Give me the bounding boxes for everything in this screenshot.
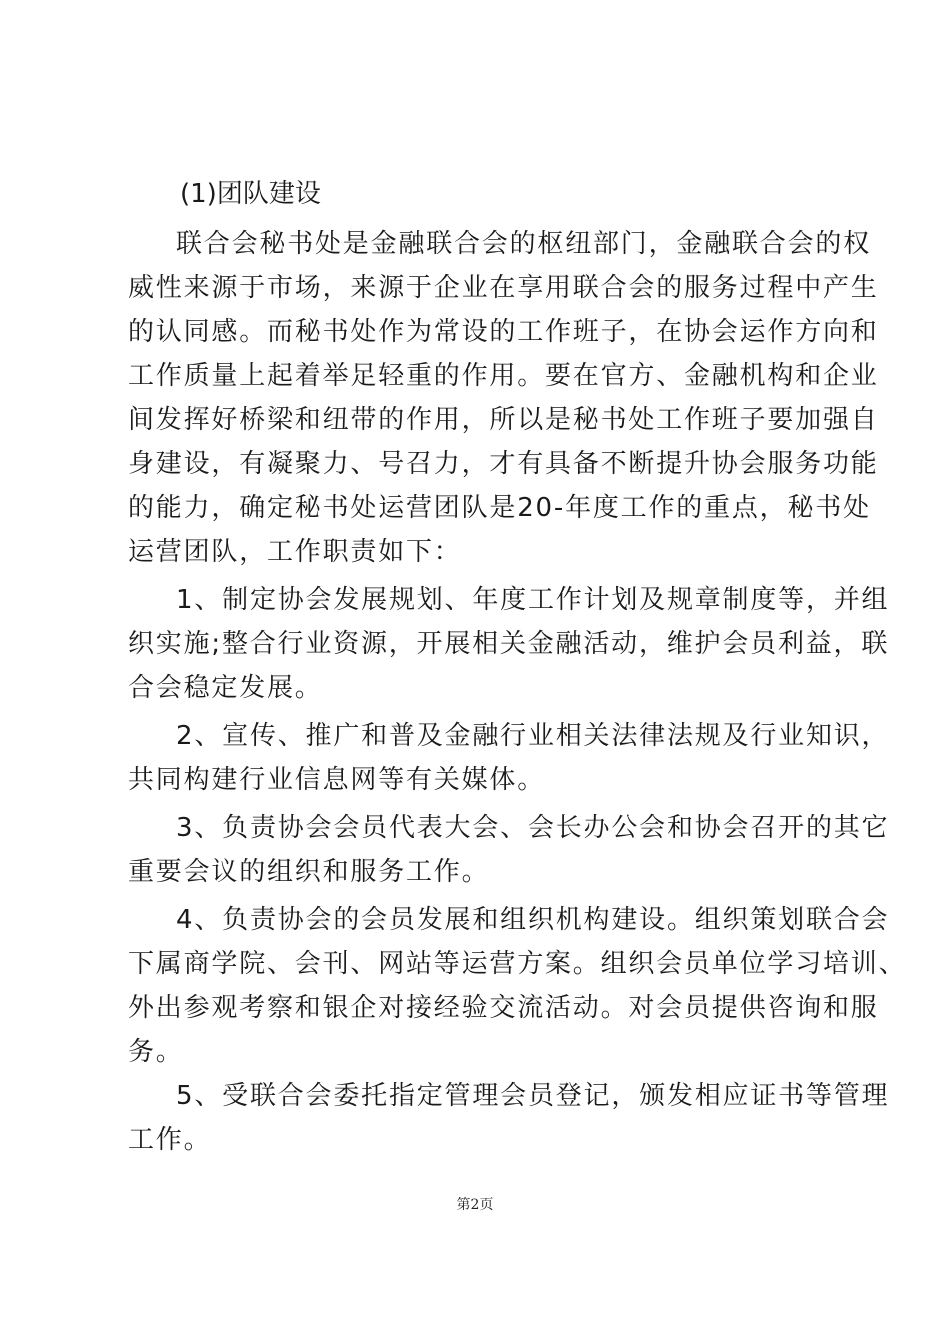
paragraph-line: 的能力，确定秘书处运营团队是20-年度工作的重点，秘书处 (128, 493, 871, 523)
paragraph-line: 运营团队，工作职责如下： (128, 537, 462, 567)
paragraph-line: 身建设，有凝聚力、号召力，才有具备不断提升协会服务功能 (128, 449, 879, 479)
paragraph-line: 联合会秘书处是金融联合会的枢纽部门，金融联合会的权 (176, 229, 872, 259)
list-item-line: 外出参观考察和银企对接经验交流活动。对会员提供咨询和服 (128, 993, 879, 1023)
paragraph-line: 的认同感。而秘书处作为常设的工作班子，在协会运作方向和 (128, 317, 879, 347)
section-heading: (1)团队建设 (180, 179, 321, 209)
list-item-line: 合会稳定发展。 (128, 673, 323, 703)
list-item-line: 重要会议的组织和服务工作。 (128, 857, 490, 887)
list-item-line: 1、制定协会发展规划、年度工作计划及规章制度等，并组 (176, 585, 890, 615)
list-item-line: 务。 (128, 1037, 184, 1067)
list-item-line: 下属商学院、会刊、网站等运营方案。组织会员单位学习培训、 (128, 949, 907, 979)
list-item-line: 5、受联合会委托指定管理会员登记，颁发相应证书等管理 (176, 1081, 890, 1111)
list-item-line: 3、负责协会会员代表大会、会长办公会和协会召开的其它 (176, 813, 890, 843)
list-item-line: 工作。 (128, 1125, 212, 1155)
paragraph-line: 威性来源于市场，来源于企业在享用联合会的服务过程中产生 (128, 273, 879, 303)
paragraph-line: 工作质量上起着举足轻重的作用。要在官方、金融机构和企业 (128, 361, 879, 391)
page-number: 第2页 (456, 1197, 494, 1213)
list-item-line: 织实施;整合行业资源，开展相关金融活动，维护会员利益，联 (128, 629, 890, 659)
list-item-line: 4、负责协会的会员发展和组织机构建设。组织策划联合会 (176, 905, 890, 935)
list-item-line: 共同构建行业信息网等有关媒体。 (128, 765, 546, 795)
paragraph-line: 间发挥好桥梁和纽带的作用，所以是秘书处工作班子要加强自 (128, 405, 879, 435)
list-item-line: 2、宣传、推广和普及金融行业相关法律法规及行业知识， (176, 721, 890, 751)
